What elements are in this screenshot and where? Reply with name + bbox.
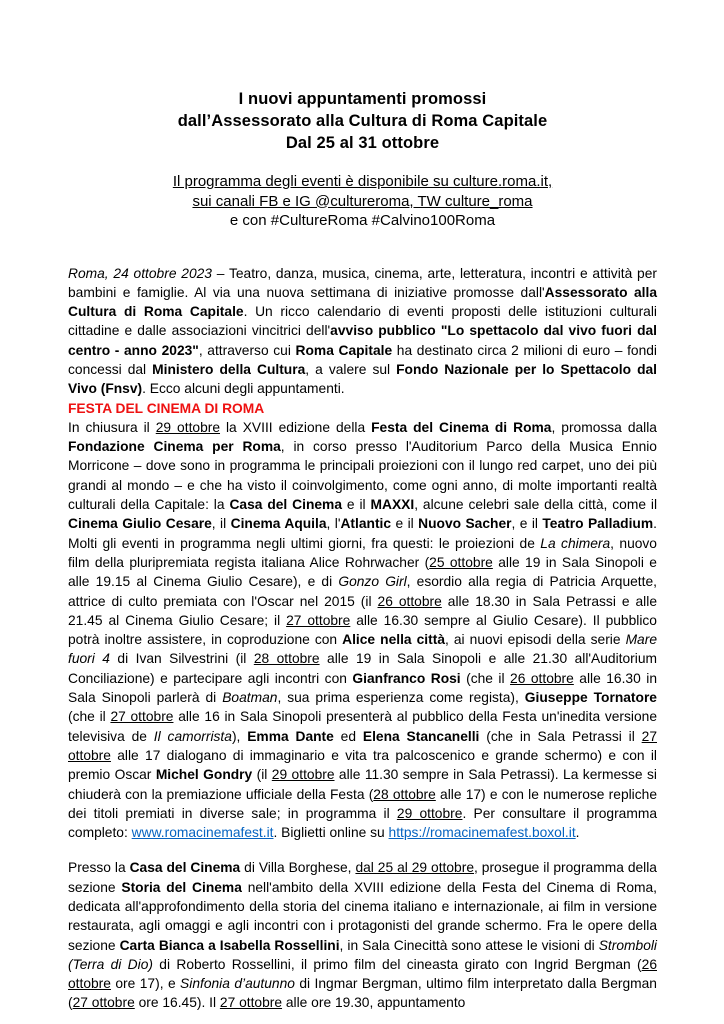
text-run: e il bbox=[391, 516, 419, 532]
text-run: dal 25 al 29 ottobre bbox=[355, 860, 475, 876]
section-heading-festa-del-cinema: FESTA DEL CINEMA DI ROMA bbox=[68, 400, 265, 416]
text-run: Gonzo Girl bbox=[338, 574, 407, 590]
text-run: 27 ottobre bbox=[72, 995, 135, 1011]
text-run: 27 ottobre bbox=[286, 612, 351, 628]
text-run: sui canali FB e IG @cultureroma, TW culture_roma bbox=[192, 192, 533, 210]
text-run: 29 ottobre bbox=[396, 805, 463, 821]
text-run: Michel Gondry bbox=[155, 767, 253, 783]
text-run: Ministero della Cultura bbox=[152, 361, 306, 377]
text-run: Nuovo Sacher bbox=[418, 516, 512, 532]
text-run: alle 18.30 in Sala Petrassi e alle 21.45 al Cinema Giulio Cesare; il bbox=[68, 593, 657, 628]
text-run: (che il bbox=[68, 709, 111, 725]
text-run: 27 ottobre bbox=[68, 728, 657, 763]
text-run: , in Sala Cinecittà sono attese le visioni di bbox=[339, 937, 599, 953]
text-run: , sua prima esperienza come regista), bbox=[277, 690, 525, 706]
text-run: alle 16 in Sala Sinopoli presenterà al pubblico della Festa un'inedita versione televisiva de bbox=[68, 709, 657, 744]
text-run: alle 17 dialogano di immaginario e vita tra palcoscenico e grande schermo) e con il premio Oscar bbox=[68, 747, 657, 783]
text-run: alle 11.30 sempre in Sala Petrassi). La kermesse si chiuderà con la premiazione ufficiale della Festa ( bbox=[68, 767, 657, 802]
text-run: la XVIII edizione della bbox=[220, 419, 372, 435]
text-run: , attraverso cui bbox=[198, 342, 296, 358]
text-run: Cinema Aquila bbox=[230, 516, 327, 532]
text-run: di Villa Borghese, bbox=[240, 860, 356, 876]
hyperlink[interactable]: https://romacinemafest.boxol.it bbox=[388, 825, 576, 841]
text-run: . Molti gli eventi in programma negli ultimi giorni, fra questi: le proiezioni de bbox=[68, 516, 657, 551]
text-run: . bbox=[575, 825, 580, 841]
text-run: 28 ottobre bbox=[253, 651, 320, 667]
text-run: avviso pubblico "Lo spettacolo dal vivo fuori dal centro - anno 2023" bbox=[68, 323, 658, 358]
text-run: di Ingmar Bergman, ultimo film interpretato dalla Bergman ( bbox=[68, 976, 657, 1011]
text-run: ha destinato circa 2 milioni di euro – fondi concessi dal bbox=[68, 342, 657, 377]
text-run: , esordio alla regia di Patricia Arquette, attrice di culto premiata con l'Oscar nel 2015 (il bbox=[68, 574, 657, 609]
text-run: ed bbox=[333, 728, 363, 744]
text-run: 27 ottobre bbox=[110, 709, 174, 725]
text-run: Carta Bianca a Isabella Rossellini bbox=[119, 937, 340, 953]
text-run: , e il bbox=[511, 516, 543, 532]
text-run: (il bbox=[252, 767, 272, 783]
text-run: Roma Capitale bbox=[295, 342, 393, 358]
text-run: Presso la bbox=[68, 860, 130, 876]
text-run: Giuseppe Tornatore bbox=[524, 690, 657, 706]
casa-del-cinema-paragraph bbox=[68, 858, 657, 1012]
text-run: MAXXI bbox=[370, 497, 415, 513]
text-run: Casa del Cinema bbox=[129, 860, 241, 876]
text-run: 29 ottobre bbox=[271, 767, 335, 783]
subtitle-line-2 bbox=[68, 192, 657, 212]
text-run: 26 ottobre bbox=[377, 593, 442, 609]
festa-del-cinema-paragraph bbox=[68, 418, 657, 843]
text-run: , prosegue il programma della sezione bbox=[68, 860, 657, 895]
text-run: 25 ottobre bbox=[429, 554, 493, 570]
title-line-3: Dal 25 al 31 ottobre bbox=[285, 134, 440, 152]
text-run: ore 17), e bbox=[110, 976, 181, 992]
text-run: Roma, 24 ottobre 2023 bbox=[68, 265, 212, 281]
text-run: . Ecco alcuni degli appuntamenti. bbox=[142, 381, 345, 397]
text-run: Casa del Cinema bbox=[229, 497, 342, 513]
text-run: (che il bbox=[460, 670, 511, 686]
text-run: , ai nuovi episodi della serie bbox=[445, 632, 626, 648]
text-run: Assessorato alla Cultura di Roma Capitale bbox=[68, 284, 657, 320]
text-run: (che in Sala Petrassi il bbox=[479, 728, 642, 744]
text-run: Mare fuori 4 bbox=[68, 632, 657, 667]
text-run: Teatro Palladium bbox=[542, 516, 654, 532]
text-run: . Per consultare il programma completo: bbox=[68, 805, 657, 841]
title-line-1: I nuovi appuntamenti promossi bbox=[238, 90, 487, 108]
text-run: 27 ottobre bbox=[219, 995, 283, 1011]
text-run: Elena Stancanelli bbox=[362, 728, 480, 744]
intro-paragraph bbox=[68, 264, 657, 399]
text-run: In chiusura il bbox=[68, 419, 156, 435]
text-run: alle 17) e con le numerose repliche dei titoli premiati in diverse sale; in programma il bbox=[68, 786, 657, 821]
text-run: Gianfranco Rosi bbox=[352, 670, 461, 686]
text-run: Cinema Giulio Cesare bbox=[68, 516, 212, 532]
text-run: , il bbox=[211, 516, 231, 532]
text-run: Atlantic bbox=[340, 516, 392, 532]
text-run: – Teatro, danza, musica, cinema, arte, letteratura, incontri e attività per bambini e famiglie. Al via una nuova settimana di iniziative promosse dall' bbox=[68, 265, 657, 300]
document-subtitle bbox=[68, 172, 657, 231]
text-run: Il camorrista bbox=[153, 728, 232, 744]
text-run: alle 19 in Sala Sinopoli e alle 19.15 al Cinema Giulio Cesare), e di bbox=[68, 554, 657, 590]
text-run: , a valere sul bbox=[305, 361, 397, 377]
text-run: alle ore 19.30, appuntamento bbox=[282, 995, 466, 1011]
document-content bbox=[68, 88, 657, 1013]
text-run: alle 16.30 sempre al Giulio Cesare). Il pubblico potrà inoltre assistere, in coproduzione con bbox=[68, 612, 657, 648]
subtitle-line-3 bbox=[68, 211, 657, 231]
text-run: Il programma degli eventi è disponibile su culture.roma.it, bbox=[172, 173, 553, 190]
text-run: Boatman bbox=[222, 690, 278, 706]
text-run: ), bbox=[231, 728, 248, 744]
text-run: , promossa dalla bbox=[551, 419, 657, 435]
text-run: Emma Dante bbox=[247, 728, 334, 744]
text-run: . Un ricco calendario di eventi proposti delle istituzioni culturali cittadine e dalle associazioni vincitrici dell' bbox=[68, 304, 657, 339]
document-title bbox=[68, 88, 657, 154]
text-run: , in corso presso l'Auditorium Parco della Musica Ennio Morricone – dove sono in programma le principali proiezioni con il lungo red carpet, uno dei più grandi al mondo – e che ha visto il coinvolgimento, come ogni anno, di molte importanti realtà culturali della Capitale: la bbox=[68, 439, 657, 513]
text-run: , alcune celebri sale della città, come il bbox=[414, 497, 658, 513]
text-run: Storia del Cinema bbox=[121, 879, 242, 895]
text-run: , nuovo film della pluripremiata regista italiana Alice Rohrwacher ( bbox=[68, 535, 657, 570]
text-run: Festa del Cinema di Roma bbox=[371, 419, 552, 435]
text-run: nell'ambito della XVIII edizione della Festa del Cinema di Roma, dedicata all'approfondimento della storia del cinema italiano e internazionale, ai film in versione restaurata, agli omaggi e agli incontri con i protagonisti del grande schermo. Fra le opere della sezione bbox=[68, 879, 657, 953]
text-run: di Ivan Silvestrini (il bbox=[109, 651, 254, 667]
text-run: 29 ottobre bbox=[155, 419, 221, 435]
text-run: . Biglietti online su bbox=[273, 825, 389, 841]
text-run: Sinfonia d’autunno bbox=[180, 976, 295, 992]
text-run: Stromboli (Terra di Dio) bbox=[68, 937, 657, 972]
text-run: 26 ottobre bbox=[510, 670, 574, 686]
text-run: di Roberto Rossellini, il primo film del cineasta girato con Ingrid Bergman ( bbox=[152, 956, 642, 972]
text-run: alle 19 in Sala Sinopoli e alle 21.30 all'Auditorium Conciliazione) e partecipare agli incontri con bbox=[68, 651, 657, 686]
text-run: e con #CultureRoma #Calvino100Roma bbox=[229, 212, 496, 229]
text-run: ore 16.45). Il bbox=[134, 995, 220, 1011]
text-run: 26 ottobre bbox=[68, 956, 657, 992]
text-run: e il bbox=[342, 497, 371, 513]
text-run: , l' bbox=[326, 516, 341, 532]
text-run: 28 ottobre bbox=[373, 786, 436, 802]
hyperlink[interactable]: www.romacinemafest.it bbox=[131, 825, 274, 841]
text-run: La chimera bbox=[540, 535, 611, 551]
title-line-2: dall’Assessorato alla Cultura di Roma Capitale bbox=[177, 112, 548, 130]
text-run: Fondazione Cinema per Roma bbox=[68, 439, 281, 455]
text-run: Alice nella città bbox=[342, 632, 445, 648]
text-run: alle 16.30 in Sala Sinopoli parlerà di bbox=[68, 670, 657, 706]
subtitle-line-1 bbox=[68, 172, 657, 192]
text-run: Fondo Nazionale per lo Spettacolo dal Vivo (Fnsv) bbox=[68, 361, 657, 397]
